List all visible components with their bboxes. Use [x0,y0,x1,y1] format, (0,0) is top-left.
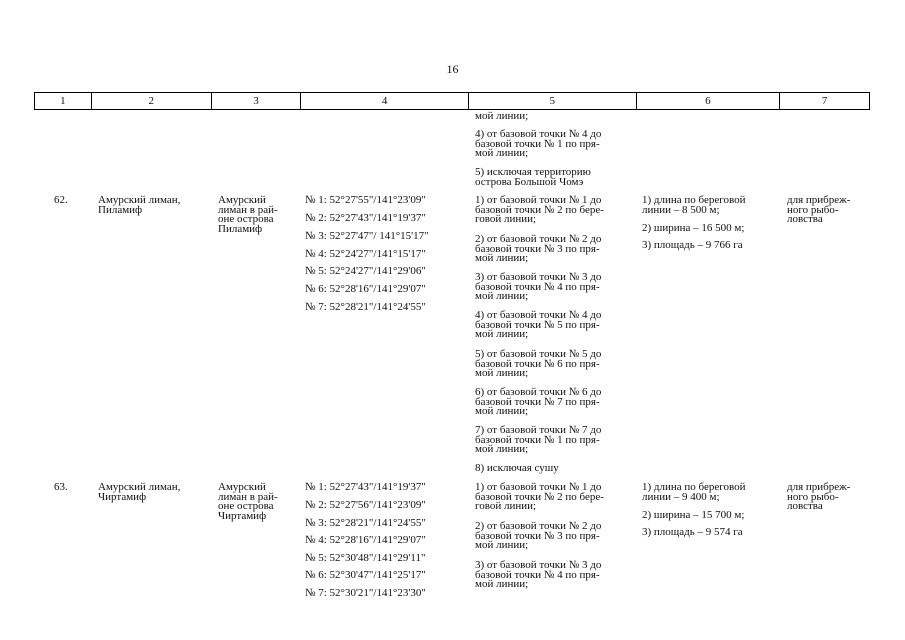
base-point: № 6: 52°30'47"/141°25'17" [305,569,426,581]
base-point: № 3: 52°28'21"/141°24'55" [305,517,426,529]
base-point: № 4: 52°28'16"/141°29'07" [305,534,426,546]
header-col-4: 4 [301,93,469,109]
header-col-1: 1 [35,93,92,109]
border-description: 2) от базовой точки № 2 до базовой точки № 3 по пря- мой линии; [475,520,602,552]
row-number: 63. [54,481,68,493]
area-purpose: для прибреж- ного рыбо- ловства [787,481,851,513]
continuation-text: мой линии; [475,110,529,122]
area-size: 2) ширина – 15 700 м; [642,509,745,521]
row-number: 62. [54,194,68,206]
area-location: Амурский лиман в рай- оне острова Пиламиф [218,194,278,235]
base-point: № 2: 52°27'43"/141°19'37" [305,212,426,224]
page-number: 16 [446,62,459,76]
base-point: № 1: 52°27'55"/141°23'09" [305,194,426,206]
area-size: 2) ширина – 16 500 м; [642,222,745,234]
border-description: 8) исключая сушу [475,462,559,474]
area-size: 1) длина по береговой линии – 8 500 м; [642,194,746,216]
continuation-text: 4) от базовой точки № 4 до базовой точки № 1 по пря- мой линии; [475,128,602,160]
border-description: 6) от базовой точки № 6 до базовой точки № 7 по пря- мой линии; [475,386,602,418]
border-description: 4) от базовой точки № 4 до базовой точки № 5 по пря- мой линии; [475,309,602,341]
continuation-text: 5) исключая территорию острова Большой Чомэ [475,166,591,188]
base-point: № 1: 52°27'43"/141°19'37" [305,481,426,493]
border-description: 5) от базовой точки № 5 до базовой точки № 6 по пря- мой линии; [475,348,602,380]
area-size: 1) длина по береговой линии – 9 400 м; [642,481,746,503]
area-size: 3) площадь – 9 574 га [642,526,743,538]
header-col-5: 5 [469,93,637,109]
header-col-2: 2 [92,93,212,109]
base-point: № 6: 52°28'16"/141°29'07" [305,283,426,295]
header-col-3: 3 [212,93,302,109]
base-point: № 5: 52°24'27"/141°29'06" [305,265,426,277]
area-name: Амурский лиман, Пиламиф [98,194,181,216]
base-point: № 3: 52°27'47"/ 141°15'17" [305,230,429,242]
table-header [34,92,870,110]
area-location: Амурский лиман в рай- оне острова Чиртамиф [218,481,278,522]
base-point: № 5: 52°30'48"/141°29'11" [305,552,426,564]
border-description: 2) от базовой точки № 2 до базовой точки № 3 по пря- мой линии; [475,233,602,265]
area-purpose: для прибреж- ного рыбо- ловства [787,194,851,226]
border-description: 3) от базовой точки № 3 до базовой точки № 4 по пря- мой линии; [475,271,602,303]
header-col-7: 7 [821,95,828,107]
border-description: 1) от базовой точки № 1 до базовой точки № 2 по бере- говой линии; [475,194,604,226]
area-size: 3) площадь – 9 766 га [642,239,743,251]
base-point: № 2: 52°27'56"/141°23'09" [305,499,426,511]
header-col-6: 6 [637,93,781,109]
border-description: 7) от базовой точки № 7 до базовой точки № 1 по пря- мой линии; [475,424,602,456]
border-description: 3) от базовой точки № 3 до базовой точки № 4 по пря- мой линии; [475,559,602,591]
base-point: № 7: 52°28'21"/141°24'55" [305,301,426,313]
base-point: № 4: 52°24'27"/141°15'17" [305,248,426,260]
border-description: 1) от базовой точки № 1 до базовой точки № 2 по бере- говой линии; [475,481,604,513]
area-name: Амурский лиман, Чиртамиф [98,481,181,503]
base-point: № 7: 52°30'21"/141°23'30" [305,587,426,599]
